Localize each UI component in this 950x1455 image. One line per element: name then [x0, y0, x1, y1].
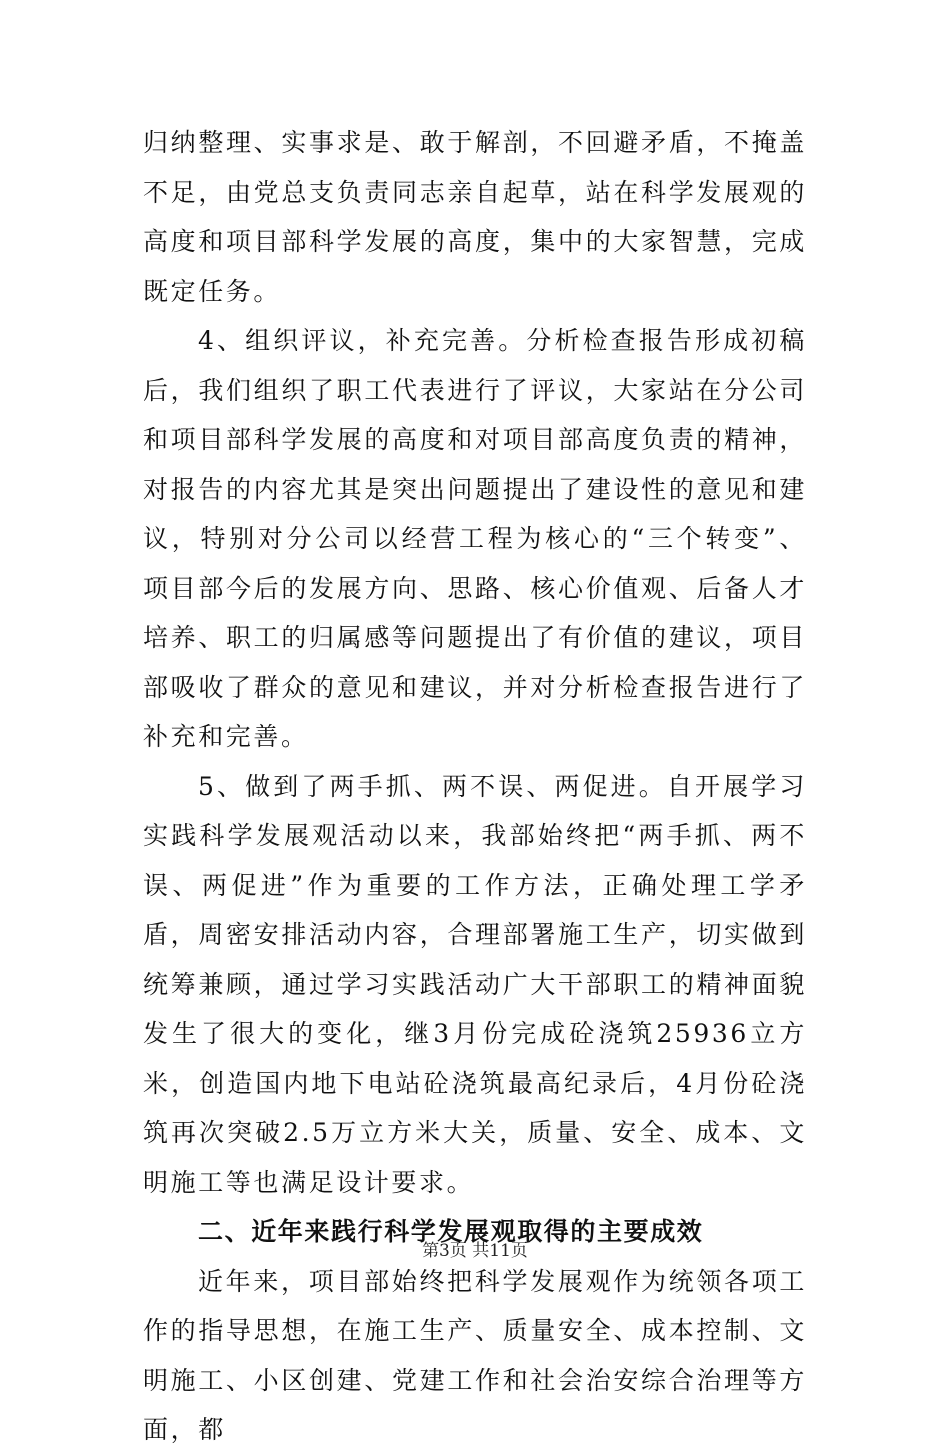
page-number-label: 第3页 共11页: [422, 1241, 528, 1261]
paragraph-continued: 归纳整理、实事求是、敢于解剖，不回避矛盾，不掩盖不足，由党总支负责同志亲自起草，站在科学发展观的高度和项目部科学发展的高度，集中的大家智慧，完成既定任务。: [143, 128, 807, 306]
paragraph-item-5: 5、做到了两手抓、两不误、两促进。自开展学习实践科学发展观活动以来，我部始终把“两手抓、两不误、两促进”作为重要的工作方法，正确处理工学矛盾，周密安排活动内容，合理部署施工生产，切实做到统筹兼顾，通过学习实践活动广大干部职工的精神面貌发生了很大的变化，继3月份完成砼浇筑25936立方米，创造国内地下电站砼浇筑最高纪录后，4月份砼浇筑再次突破2.5万立方米大关，质量、安全、成本、文明施工等也满足设计要求。: [143, 771, 807, 1197]
paragraph-section-intro: 近年来，项目部始终把科学发展观作为统领各项工作的指导思想，在施工生产、质量安全、成本控制、文明施工、小区创建、党建工作和社会治安综合治理等方面，都: [143, 1266, 807, 1444]
page-footer: [0, 1239, 950, 1263]
section-heading: 二、近年来践行科学发展观取得的主要成效: [198, 1217, 704, 1246]
paragraph-item-4: 4、组织评议，补充完善。分析检查报告形成初稿后，我们组织了职工代表进行了评议，大家站在分公司和项目部科学发展的高度和对项目部高度负责的精神，对报告的内容尤其是突出问题提出了建设性的意见和建议，特别对分公司以经营工程为核心的“三个转变”、项目部今后的发展方向、思路、核心价值观、后备人才培养、职工的归属感等问题提出了有价值的建议，项目部吸收了群众的意见和建议，并对分析检查报告进行了补充和完善。: [143, 326, 807, 751]
